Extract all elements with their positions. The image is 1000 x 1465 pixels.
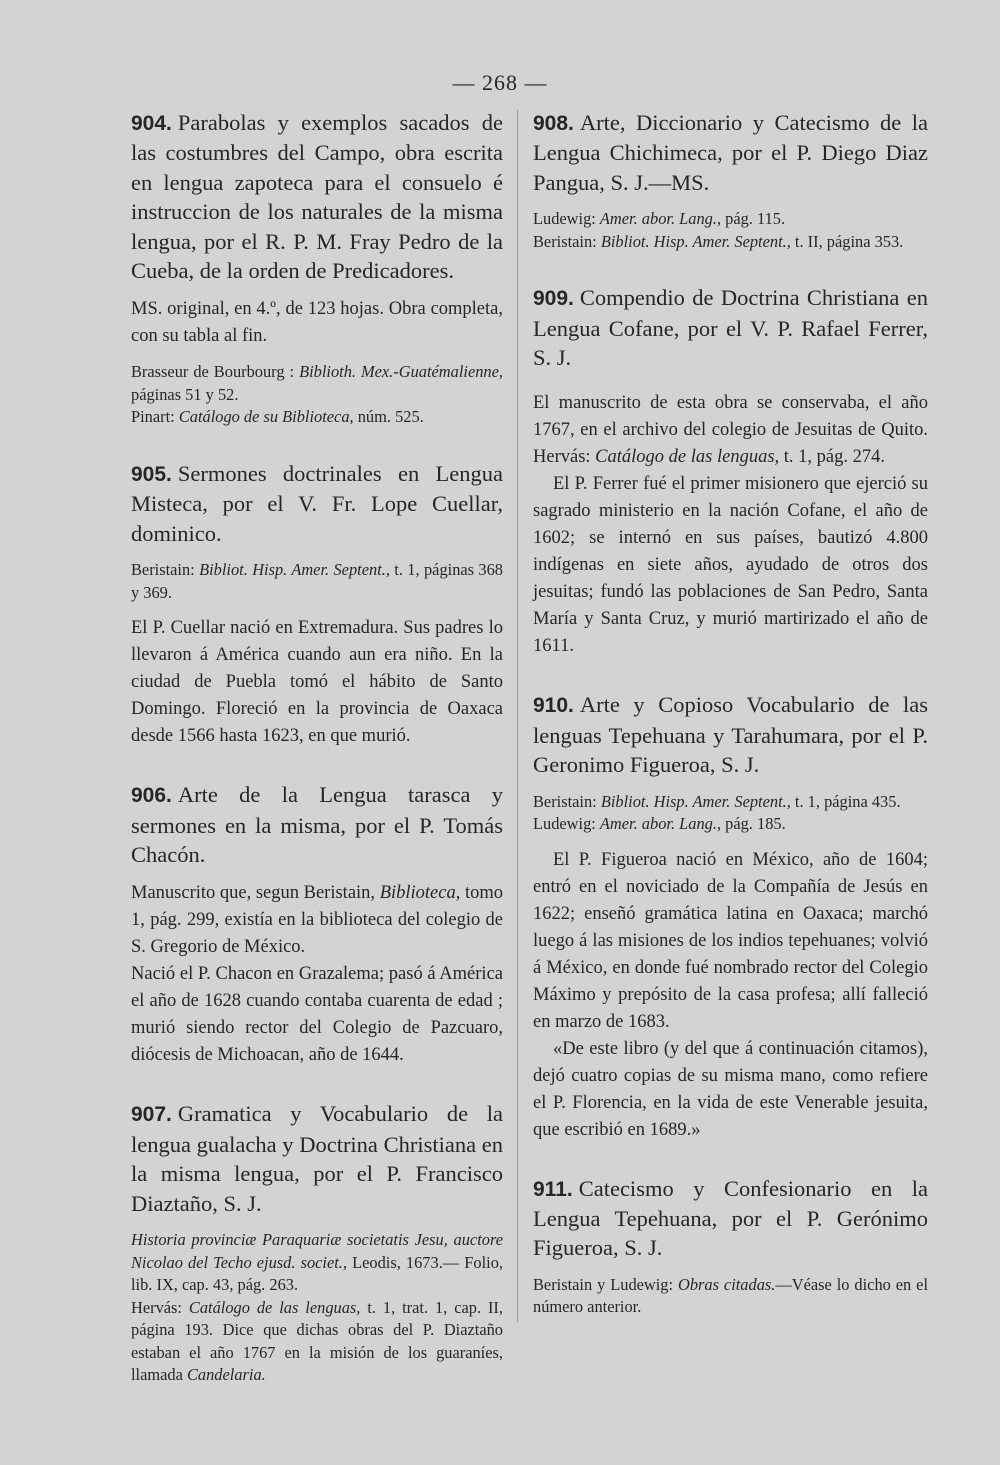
left-column (131, 108, 503, 1387)
reference-author: Beristain: (533, 231, 601, 251)
entry-911 (533, 1174, 928, 1319)
entry-number: 904. (131, 112, 172, 135)
reference (131, 361, 503, 406)
entry-title-text: Compendio de Doctrina Christiana en Lengua Cofane, por el V. P. Rafael Ferrer, S. J. (533, 285, 928, 371)
entry-note: El P. Figueroa nació en México, año de 1604; entró en el noviciado de la Compañía de Jesús en 1622; enseñó gramática latina en Oaxaca; marchó luego á las misiones de los indios tepehuanes; volvió á México, en donde fué nombrado rector del Colegio Máximo y prepósito de la casa profesa; allí falleció en marzo de 1683. (533, 849, 928, 1032)
entry-title-text: Parabolas y exemplos sacados de las costumbres del Campo, obra escrita en lengua zapoteca para el consuelo é instruccion de los naturales de la misma lengua, por el R. P. M. Fray Pedro de la Cueba, de la orden de Predicadores. (131, 110, 503, 284)
entry-note: «De este libro (y del que á continuación citamos), dejó cuatro copias de su misma mano, como refiere el P. Florencia, en la vida de este Venerable jesuita, que escribió en 1689.» (533, 1038, 928, 1140)
entry-number: 907. (131, 1103, 172, 1127)
reference-location: núm. 525. (353, 407, 424, 427)
column-divider (517, 110, 518, 1322)
entry-title (533, 108, 928, 197)
reference-author: Hervás: (131, 1297, 189, 1317)
entry-905 (131, 459, 503, 750)
reference-location: Leodis, 1673.— Folio, lib. IX, cap. 43, pág. 263. (131, 1252, 503, 1294)
reference-location: pág. 115. (721, 209, 786, 229)
note-text: t. 1, pág. 274. (779, 447, 886, 468)
entry-906 (131, 780, 503, 1069)
entry-910 (533, 690, 928, 1143)
reference-title: Catálogo de las lenguas, (188, 1297, 361, 1317)
reference-title: Bibliot. Hisp. Amer. Septent., (199, 560, 390, 580)
note-text: El manuscrito de esta obra se conservaba, el año 1767, en el archivo del colegio de Jesuitas de Quito. Hervás: (533, 393, 928, 468)
entry-907 (131, 1099, 503, 1386)
note-italic: Biblioteca, (379, 883, 461, 904)
reference-author: Ludewig: (533, 814, 600, 834)
note-text: Manuscrito que, segun Beristain, (131, 883, 380, 904)
reference (533, 231, 928, 254)
entry-908 (533, 108, 928, 253)
entry-title-text: Arte y Copioso Vocabulario de las lenguas Tepehuana y Tarahumara, por el P. Geronimo Figueroa, S. J. (533, 692, 928, 778)
entry-note: El P. Ferrer fué el primer misionero que ejerció su sagrado ministerio en la nación Cofane, el año de 1602; se internó en sus países, bautizó 4.800 indígenas en siete años, ayudado de otros dos jesuitas; fundó las poblaciones de San Pedro, Santa María y Santa Cruz, y murió martirizado el año de 1611. (533, 474, 928, 657)
reference-title: Biblioth. Mex.-Guatémalienne, (299, 362, 503, 382)
reference (533, 791, 928, 814)
reference (533, 1274, 928, 1319)
entry-note (131, 880, 503, 961)
right-column (533, 108, 928, 1319)
reference (131, 1229, 503, 1297)
entry-note (533, 390, 928, 471)
reference-location: páginas 51 y 52. (131, 384, 239, 404)
entry-title (533, 283, 928, 372)
entry-title-text: Sermones doctrinales en Lengua Misteca, por el V. Fr. Lope Cuellar, dominico. (131, 460, 503, 546)
entry-number: 910. (533, 694, 574, 718)
entry-title-text: Catecismo y Confesionario en la Lengua Tepehuana, por el P. Gerónimo Figueroa, S. J. (533, 1175, 928, 1261)
page-number: — 268 — (452, 70, 548, 95)
entry-title (131, 780, 503, 869)
entry-title (533, 690, 928, 779)
entry-title (131, 459, 503, 548)
reference-title: Historia provinciæ Paraquariæ societatis Jesu, auctore Nicolao del Techo ejusd. societ., (131, 1230, 503, 1272)
reference-title: Amer. abor. Lang., (599, 209, 722, 229)
reference-author: Ludewig: (533, 209, 600, 229)
entry-title (533, 1174, 928, 1263)
reference-location: t. II, página 353. (790, 231, 904, 251)
entry-number: 906. (131, 784, 172, 808)
reference-title: Bibliot. Hisp. Amer. Septent., (600, 791, 791, 811)
entry-note: Nació el P. Chacon en Grazalema; pasó á América el año de 1628 cuando contaba cuarenta de edad ; murió siendo rector del Colegio de Pazcuaro, diócesis de Michoacan, año de 1644. (131, 964, 503, 1066)
entry-904 (131, 108, 503, 429)
reference (131, 1297, 503, 1387)
reference-location: t. 1, página 435. (790, 791, 901, 811)
entry-number: 905. (131, 462, 172, 486)
entry-909 (533, 283, 928, 660)
reference-title: Obras citadas. (678, 1274, 776, 1294)
reference-title: Bibliot. Hisp. Amer. Septent., (600, 231, 791, 251)
reference-title: Candelaria. (186, 1365, 266, 1384)
entry-number: 911. (533, 1177, 573, 1201)
entry-title (131, 1099, 503, 1218)
entry-title-text: Arte, Diccionario y Catecismo de la Lengua Chichimeca, por el P. Diego Diaz Pangua, S. J.—MS. (533, 110, 928, 195)
reference-author: Beristain: (131, 560, 200, 580)
note-italic: Catálogo de las lenguas, (595, 447, 780, 468)
reference-location: t. 1, trat. 1, cap. II, página 193. Dice que dichas obras del P. Diaztaño estaban el año 1767 en la misión de los guaraníes, llamada (131, 1297, 503, 1384)
entry-title-text: Gramatica y Vocabulario de la lengua gualacha y Doctrina Christiana en la misma lengua, por el P. Francisco Diaztaño, S. J. (131, 1101, 503, 1216)
entry-note: El P. Cuellar nació en Extremadura. Sus padres lo llevaron á América cuando aun era niño. En la ciudad de Puebla tomó el hábito de Santo Domingo. Floreció en la provincia de Oaxaca desde 1566 hasta 1623, en que murió. (131, 618, 503, 747)
reference-author: Beristain y Ludewig: (533, 1274, 678, 1294)
reference-location: pág. 185. (721, 814, 786, 834)
reference-author: Brasseur de Bourbourg : (131, 362, 300, 382)
note-text: tomo 1, pág. 299, existía en la biblioteca del colegio de S. Gregorio de México. (131, 883, 504, 958)
reference (131, 559, 503, 604)
reference (533, 208, 928, 231)
entry-title (131, 108, 503, 285)
entry-title-text: Arte de la Lengua tarasca y sermones en la misma, por el P. Tomás Chacón. (131, 782, 503, 867)
entry-number: 908. (533, 112, 574, 135)
entry-description: MS. original, en 4.º, de 123 hojas. Obra completa, con su tabla al fin. (131, 299, 503, 347)
reference-author: Pinart: (131, 407, 179, 427)
reference-title: Catálogo de su Biblioteca, (178, 407, 354, 427)
reference-author: Beristain: (533, 791, 601, 811)
reference (131, 406, 503, 429)
entry-number: 909. (533, 287, 574, 311)
reference-location: t. 1, páginas 368 y 369. (131, 560, 503, 602)
reference-title: Amer. abor. Lang., (599, 814, 722, 834)
reference (533, 813, 928, 836)
reference-location: —Véase lo dicho en el número anterior. (533, 1274, 929, 1317)
